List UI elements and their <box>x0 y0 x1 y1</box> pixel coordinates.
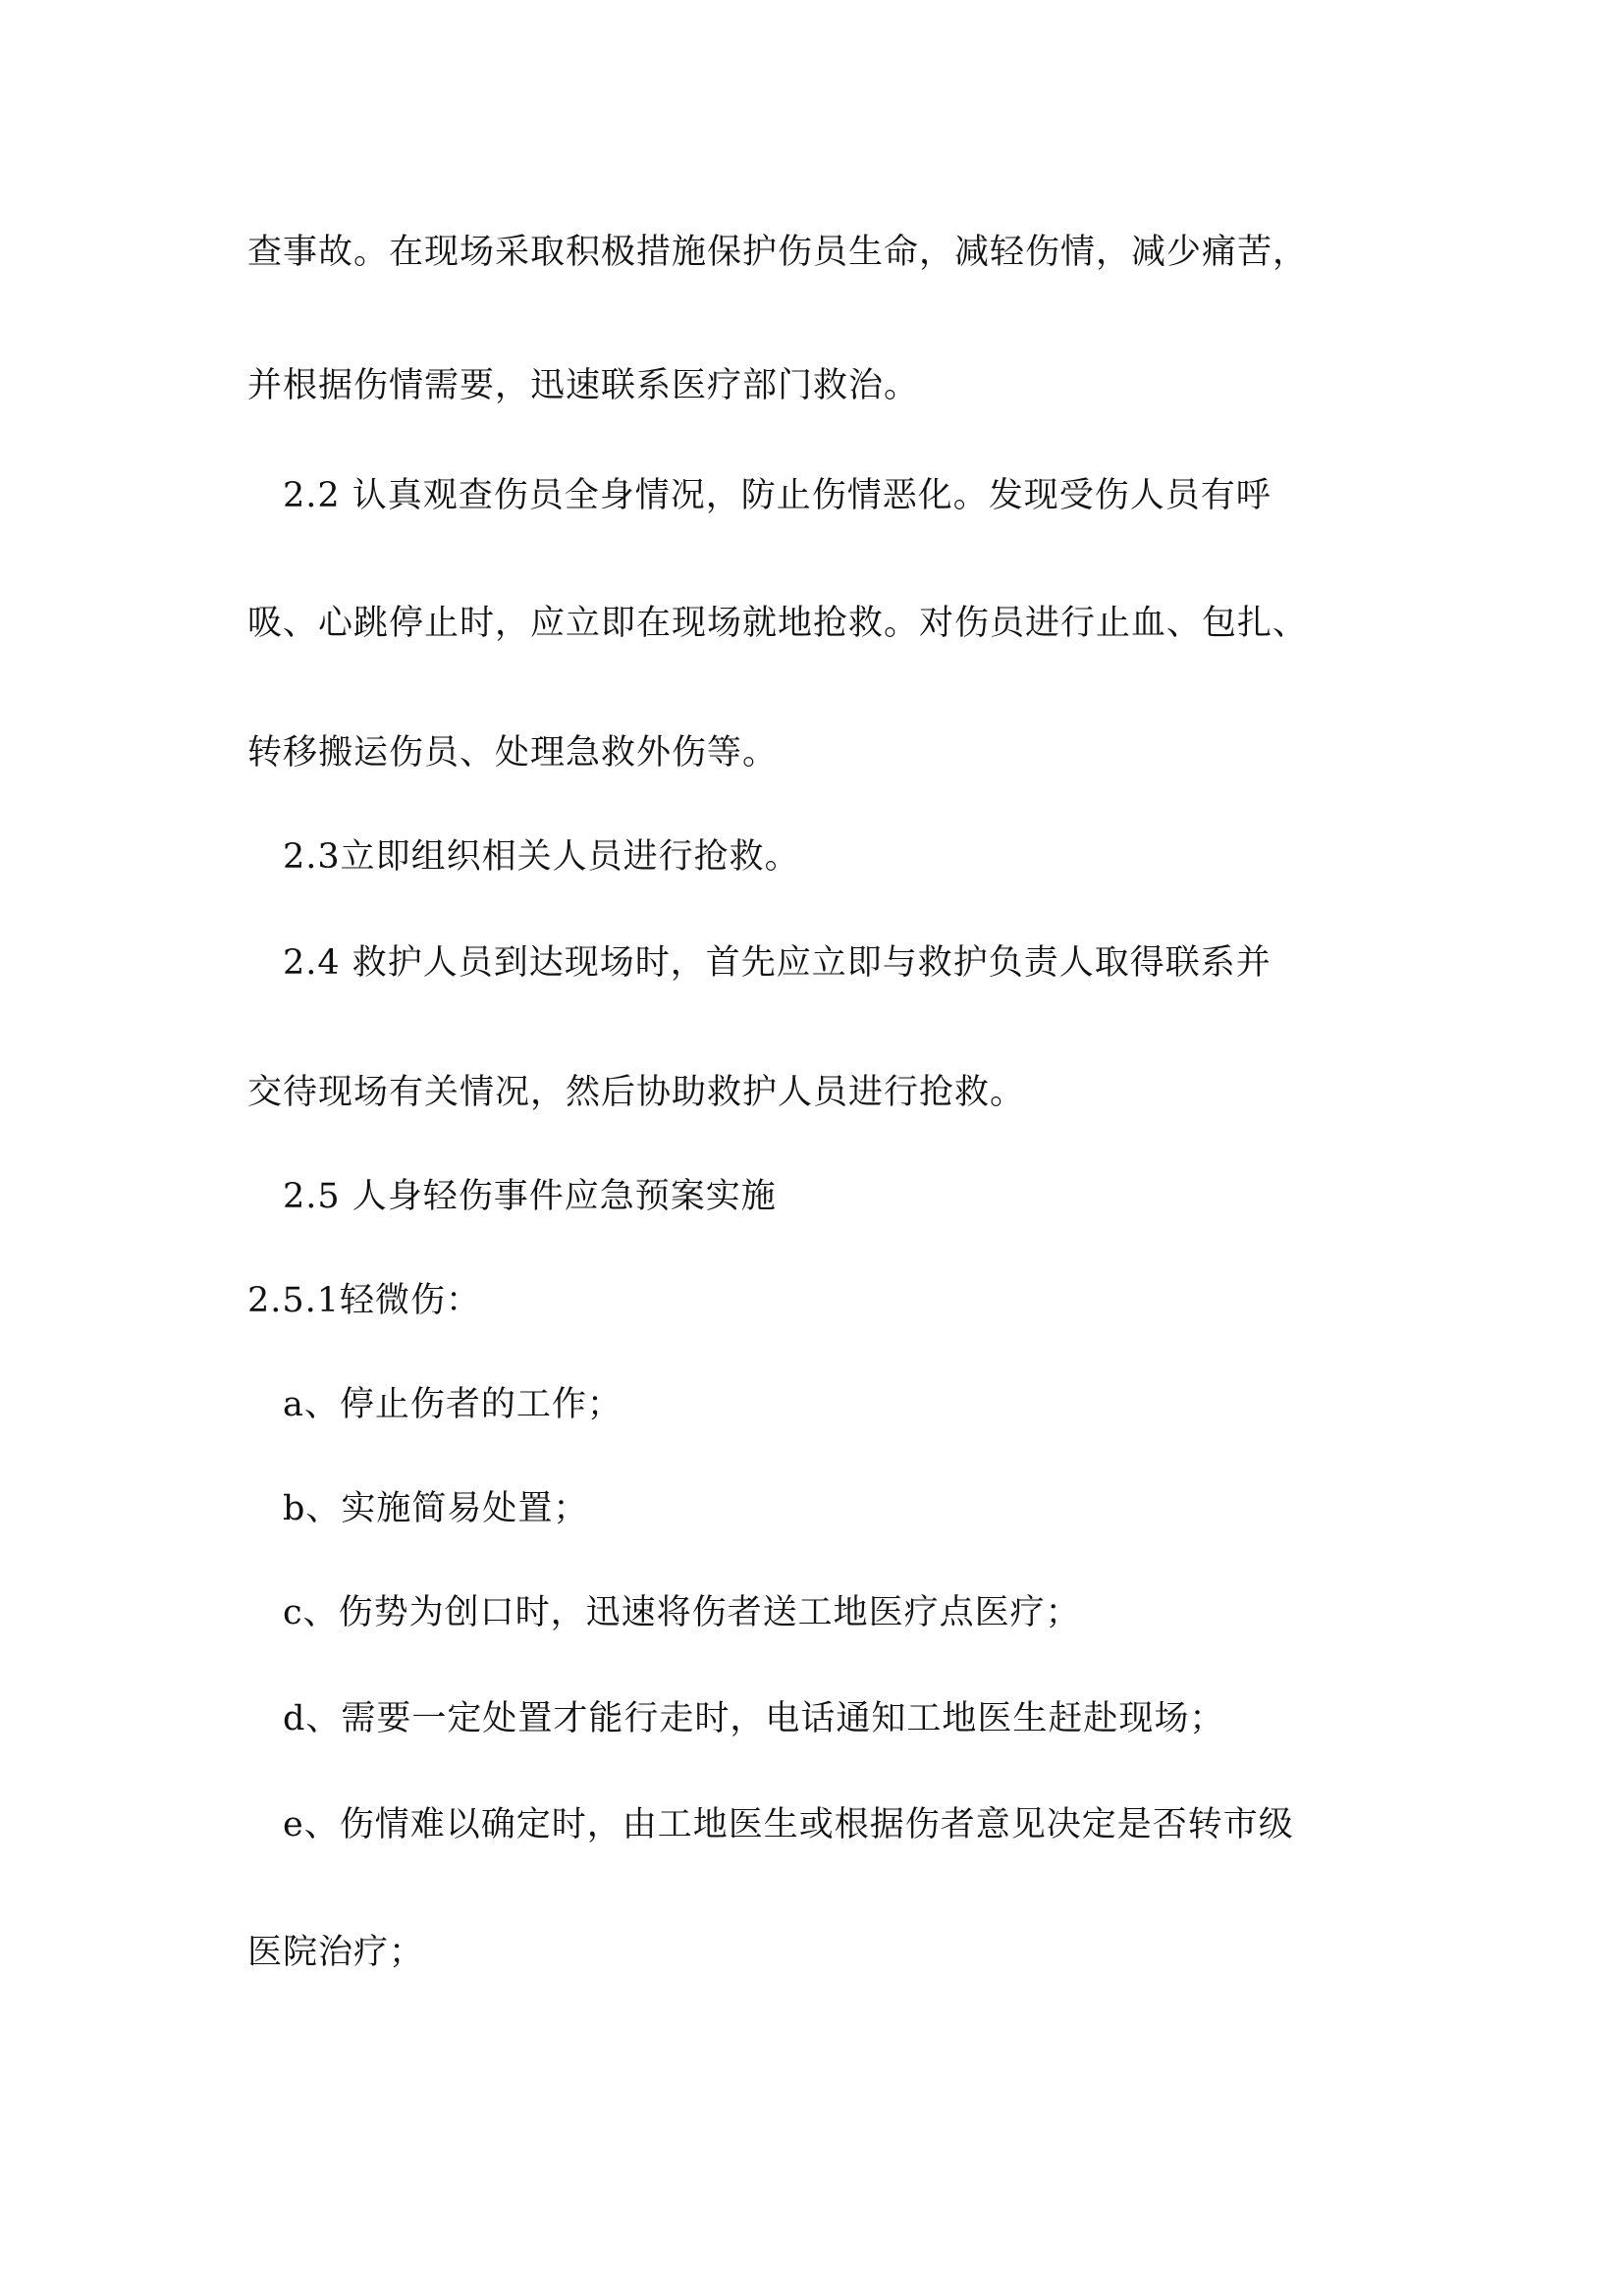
section-2-5-heading: 2.5 人身轻伤事件应急预案实施 <box>283 1177 777 1216</box>
text-line: 并根据伤情需要，迅速联系医疗部门救治。 <box>247 366 920 405</box>
list-item-e: e、伤情难以确定时，由工地医生或根据伤者意见决定是否转市级 <box>283 1805 1294 1844</box>
section-2-5-1-heading: 2.5.1轻微伤： <box>247 1281 482 1320</box>
text-line: 交待现场有关情况，然后协助救护人员进行抢救。 <box>247 1073 1026 1112</box>
list-item-c: c、伤势为创口时，迅速将伤者送工地医疗点医疗； <box>283 1593 1081 1632</box>
list-item-d: d、需要一定处置才能行走时，电话通知工地医生赶赴现场； <box>283 1699 1225 1738</box>
list-item-b: b、实施简易处置； <box>283 1489 589 1528</box>
section-2-4-text: 2.4 救护人员到达现场时，首先应立即与救护负责人取得联系并 <box>283 943 1272 983</box>
list-item-a: a、停止伤者的工作； <box>283 1385 623 1424</box>
text-line: 吸、心跳停止时，应立即在现场就地抢救。对伤员进行止血、包扎、 <box>247 604 1309 643</box>
section-2-2-text: 2.2 认真观查伤员全身情况，防止伤情恶化。发现受伤人员有呼 <box>283 476 1272 515</box>
section-2-3-text: 2.3立即组织相关人员进行抢救。 <box>283 837 800 877</box>
text-line: 转移搬运伤员、处理急救外伤等。 <box>247 733 779 773</box>
text-line: 查事故。在现场采取积极措施保护伤员生命，减轻伤情，减少痛苦， <box>247 233 1309 272</box>
text-line: 医院治疗； <box>247 1933 425 1972</box>
